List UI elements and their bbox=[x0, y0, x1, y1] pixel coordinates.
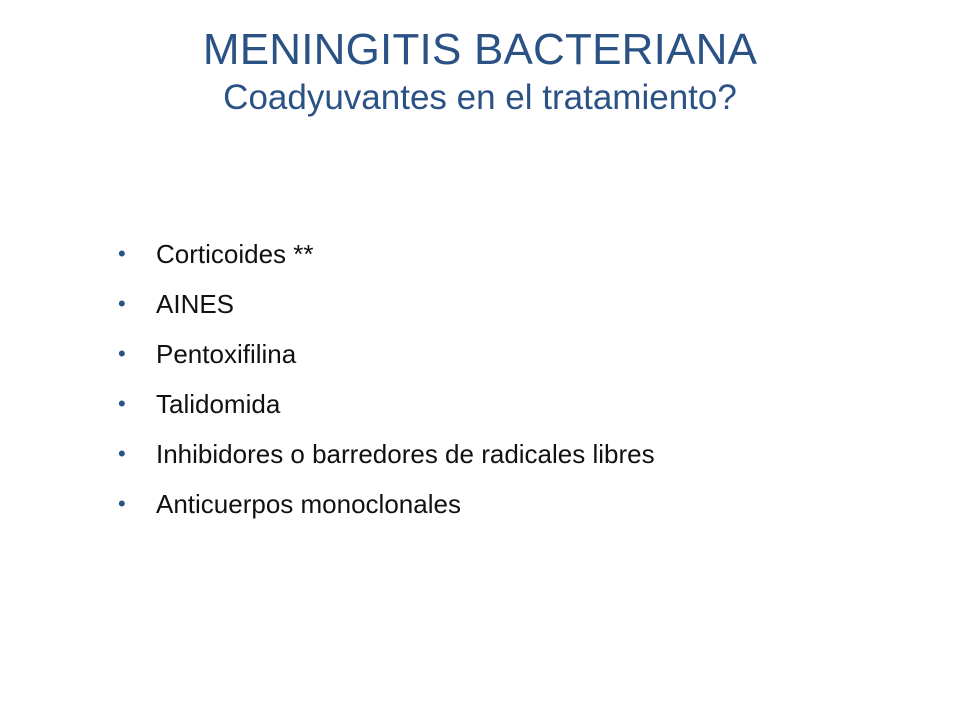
bullet-text: AINES bbox=[156, 289, 235, 319]
bullet-text: Anticuerpos monoclonales bbox=[156, 489, 461, 519]
bullet-icon: • bbox=[118, 391, 126, 416]
bullet-text: Corticoides ** bbox=[156, 239, 314, 269]
title-block bbox=[0, 24, 960, 119]
bullet-text: Pentoxifilina bbox=[156, 339, 297, 369]
bullet-item-corticoides bbox=[118, 226, 655, 276]
bullet-icon: • bbox=[118, 441, 126, 466]
slide-title: MENINGITIS BACTERIANA bbox=[202, 25, 758, 74]
bullet-icon: • bbox=[118, 241, 126, 266]
slide-subtitle: Coadyuvantes en el tratamiento? bbox=[223, 78, 737, 117]
bullet-icon: • bbox=[118, 291, 126, 316]
bullet-text: Inhibidores o barredores de radicales libres bbox=[156, 439, 655, 469]
bullet-item-pentoxifilina bbox=[118, 326, 655, 376]
bullet-item-aines bbox=[118, 276, 655, 326]
bullet-icon: • bbox=[118, 491, 126, 516]
bullet-item-anticuerpos bbox=[118, 476, 655, 526]
bullet-text: Talidomida bbox=[156, 389, 281, 419]
bullet-icon: • bbox=[118, 341, 126, 366]
bullet-item-inhibidores bbox=[118, 426, 655, 476]
bullet-item-talidomida bbox=[118, 376, 655, 426]
bullet-list bbox=[118, 226, 655, 526]
